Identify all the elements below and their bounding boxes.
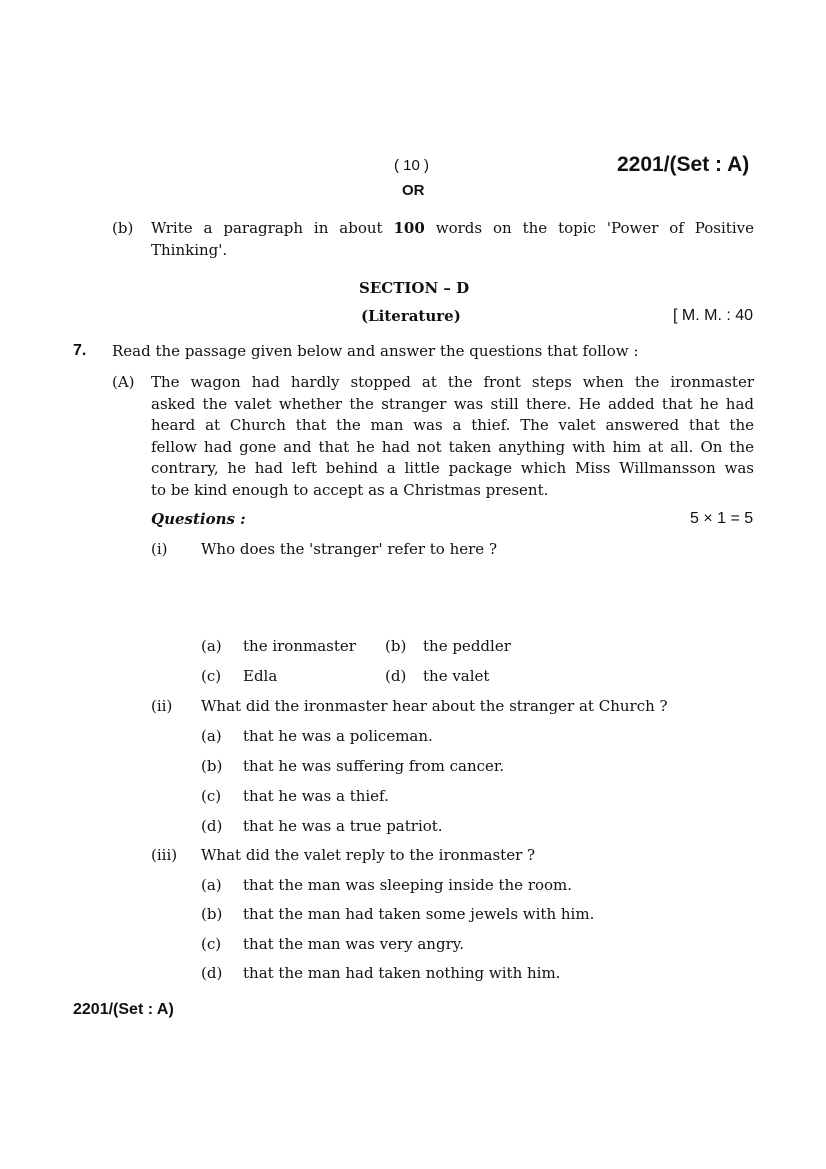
q2-option-label: (d): [201, 817, 223, 835]
q2-option-text: that he was a policeman.: [243, 727, 433, 745]
paper-code-header: 2201/(Set : A): [617, 153, 750, 176]
q2-option-text: that he was suffering from cancer.: [243, 757, 505, 775]
q2-label: (ii): [151, 697, 173, 715]
q1-option-label: (b): [385, 637, 407, 655]
part-b-text-line2: Thinking'.: [151, 241, 228, 259]
passage-line: The wagon had hardly stopped at the front steps when the ironmaster: [151, 373, 754, 391]
q1-label: (i): [151, 540, 168, 558]
q3-option-text: that the man had taken some jewels with him.: [243, 905, 595, 923]
q1-option-text: the peddler: [423, 637, 511, 655]
q1-option-text: the ironmaster: [243, 637, 356, 655]
q3-option-text: that the man had taken nothing with him.: [243, 964, 561, 982]
part-b-text-mid: words on the topic 'Power of Positive: [435, 219, 754, 237]
max-marks: [ M. M. : 40: [673, 307, 754, 324]
q3-option-label: (b): [201, 905, 223, 923]
question-number: 7.: [73, 342, 87, 359]
q2-option-label: (b): [201, 757, 223, 775]
or-divider: OR: [402, 182, 425, 199]
question-instruction: Read the passage given below and answer the questions that follow :: [112, 342, 639, 360]
q1-option-label: (c): [201, 667, 222, 685]
q3-text: What did the valet reply to the ironmaster ?: [201, 846, 536, 864]
passage-line: fellow had gone and that he had not taken anything with him at all. On the: [151, 437, 754, 456]
section-title: SECTION – D: [359, 279, 470, 297]
section-subtitle: (Literature): [361, 307, 461, 325]
passage-line: to be kind enough to accept as a Christmas present.: [151, 480, 549, 499]
q3-option-label: (a): [201, 876, 222, 894]
passage-label: (A): [112, 373, 135, 391]
q3-label: (iii): [151, 846, 178, 864]
q3-option-text: that the man was sleeping inside the room.: [243, 876, 573, 894]
questions-heading: Questions :: [151, 510, 246, 528]
paper-code-footer: 2201/(Set : A): [73, 1001, 174, 1018]
passage-line: heard at Church that the man was a thief. The valet answered that the: [151, 416, 754, 435]
questions-marks: 5 × 1 = 5: [690, 510, 754, 527]
q2-option-text: that he was a true patriot.: [243, 817, 443, 835]
q2-option-label: (c): [201, 787, 222, 805]
q3-option-text: that the man was very angry.: [243, 935, 464, 953]
word-count: 100: [393, 219, 425, 237]
passage: [151, 372, 754, 502]
part-b-label: (b): [112, 219, 134, 237]
q2-text: What did the ironmaster hear about the stranger at Church ?: [201, 697, 668, 715]
q3-option-label: (d): [201, 964, 223, 982]
q1-text: Who does the 'stranger' refer to here ?: [201, 540, 497, 558]
q1-option-label: (d): [385, 667, 407, 685]
part-b-text-line1: [151, 219, 754, 237]
q1-option-text: Edla: [243, 667, 278, 685]
passage-line: asked the valet whether the stranger was still there. He added that he had: [151, 394, 754, 413]
page-number: ( 10 ): [394, 157, 430, 174]
q3-option-label: (c): [201, 935, 222, 953]
part-b-text-before: Write a paragraph in about: [151, 219, 383, 237]
passage-line: contrary, he had left behind a little package which Miss Willmansson was: [151, 459, 754, 478]
q1-option-label: (a): [201, 637, 222, 655]
q1-option-text: the valet: [423, 667, 490, 685]
q2-option-label: (a): [201, 727, 222, 745]
q2-option-text: that he was a thief.: [243, 787, 389, 805]
